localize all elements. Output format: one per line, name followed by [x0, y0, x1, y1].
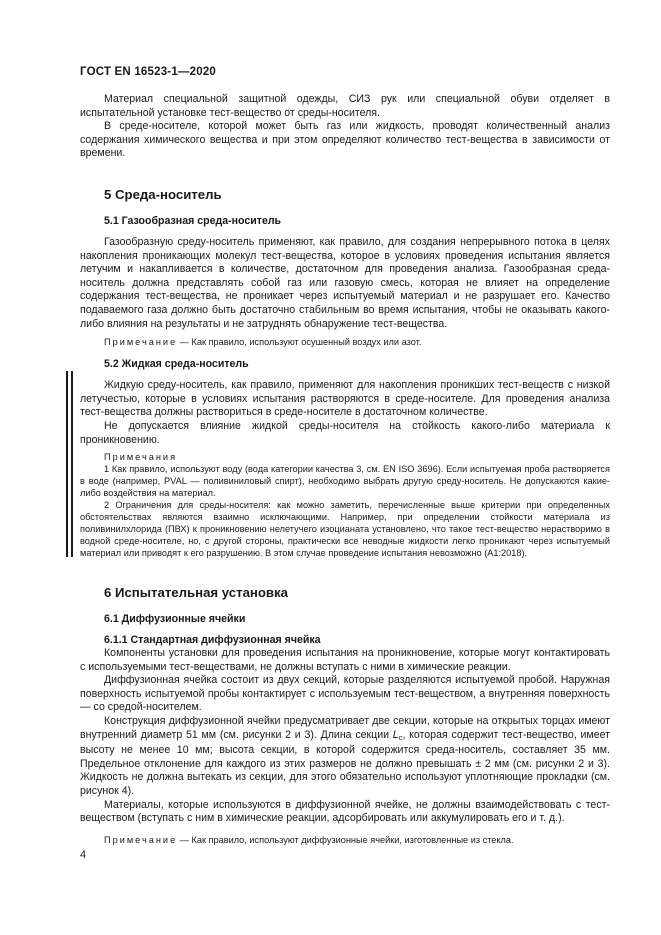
section-5-2-notes-label: Примечания	[104, 452, 178, 463]
note-label: Примечание	[104, 337, 178, 348]
change-bar-right	[71, 371, 73, 557]
change-bar-left	[66, 371, 68, 557]
section-6-1-1-paragraph-1: Компоненты установки для проведения испытания на проникновение, которые могут контактировать с используемыми тест-веществами, не должны вступать с ними в химические реакции.	[80, 647, 610, 673]
section-6-1-1-paragraph-2: Диффузионная ячейка состоит из двух секций, которые разделяются испытуемой пробой. Наружная поверхность испытуемой пробы контактирует с используемым тест-веществом, а внутренняя поверхность — со средой-носителем.	[80, 674, 610, 714]
intro-paragraph-1: Материал специальной защитной одежды, СИЗ рук или специальной обуви отделяет в испытательной установке тест-вещество от среды-носителя.	[80, 93, 610, 119]
note-label: Примечание	[104, 834, 178, 845]
section-6-title: 6 Испытательная установка	[104, 585, 288, 601]
length-symbol: L	[392, 728, 399, 741]
section-6-1-title: 6.1 Диффузионные ячейки	[104, 613, 246, 626]
document-header: ГОСТ EN 16523-1—2020	[80, 66, 217, 78]
section-5-1-title: 5.1 Газообразная среда-носитель	[104, 214, 282, 227]
section-5-2-paragraph-2: Не допускается влияние жидкой среды-носителя на стойкость какого-либо материала к проникновению.	[80, 419, 610, 446]
section-6-1-1-paragraph-3	[80, 715, 610, 799]
paragraph-3-part-b: , которая содержит тест-вещество, имеет высоту не менее 10 мм; высота секции, в которой содержится среда-носитель, составляет 35 мм. Предельное отклонение для каждого из этих размеров не должно превышать ± 2 мм (см. рисунки 2 и 3). Жидкость не должна вытекать из секции, для этого обязательно используют уплотняющие прокладки (см. рисунок 4).	[80, 728, 610, 798]
section-5-2-title: 5.2 Жидкая среда-носитель	[104, 358, 249, 371]
section-5-2-note-2: 2 Ограничения для среды-носителя: как можно заметить, перечисленные выше критерии при определенных обстоятельствах являются взаимно исключающими. Например, при определении стойкости материала из поливинилхлорида (ПВХ) к проникновению нелетучего изоцианата установлено, что такое тест-вещество нерастворимо в водной среде-носителе, но, с другой стороны, практически все неводные жидкости легко проникают через испытуемый материал или приводят к его разрушению. В этом случае проведение испытания невозможно (А1:2018).	[80, 500, 610, 559]
note-text: — Как правило, используют диффузионные ячейки, изготовленные из стекла.	[177, 834, 514, 845]
intro-paragraph-2: В среде-носителе, которой может быть газ или жидкость, проводят количественный анализ содержания химического вещества и при этом определяют количество тест-вещества в зависимости от времени.	[80, 120, 610, 160]
section-5-1-note	[80, 336, 610, 348]
page-number: 4	[80, 849, 87, 861]
section-5-1-paragraph: Газообразную среду-носитель применяют, как правило, для создания непрерывного потока в целях накопления проникающих молекул тест-вещества, которое в условиях проведения испытания является летучим и накапливается в количестве, достаточном для проведения анализа. Газообразная среда-носитель должна представлять собой газ или газовую смесь, которая не влияет на определение содержания тест-вещества, не проникает через испытуемый материал и не разрушает его. Качество подаваемого газа должно быть достаточно стабильным во время испытания, чтобы не оказывать какого-либо влияния на результаты и не затруднять обнаружение тест-вещества.	[80, 235, 610, 330]
paragraph-3-part-a: Конструкция диффузионной ячейки предусматривает две секции, которые на открытых торцах имеют внутренний диаметр 51 мм (см. рисунки 2 и 3). Длина секции	[80, 715, 610, 741]
section-6-1-1-note	[80, 834, 610, 846]
section-5-2-paragraph-1: Жидкую среду-носитель, как правило, применяют для накопления проникших тест-веществ с низкой летучестью, которые в условиях испытания растворяются в среде-носителе. Для проведения анализа тест-вещества должны раствориться в среде-носителе в достаточном количестве.	[80, 379, 610, 419]
note-text: — Как правило, используют осушенный воздух или азот.	[177, 337, 422, 348]
document-body	[80, 93, 610, 846]
section-5-2-note-1: 1 Как правило, используют воду (вода категории качества 3, см. EN ISO 3696). Если испытуемая проба растворяется в воде (например, PVAL — поливиниловый спирт), необходимо выбрать другую среду-носитель. Не допускаются какие-либо воздействия на материал.	[80, 464, 610, 499]
section-6-1-1-paragraph-4: Материалы, которые используются в диффузионной ячейке, не должны взаимодействовать с тест-веществом (вступать с ним в химические реакции, адсорбировать или аккумулировать его и т. д.).	[80, 798, 610, 825]
section-6-1-1-title: 6.1.1 Стандартная диффузионная ячейка	[104, 634, 321, 647]
section-5-title: 5 Среда-носитель	[104, 186, 222, 202]
length-subscript: c	[398, 732, 403, 742]
